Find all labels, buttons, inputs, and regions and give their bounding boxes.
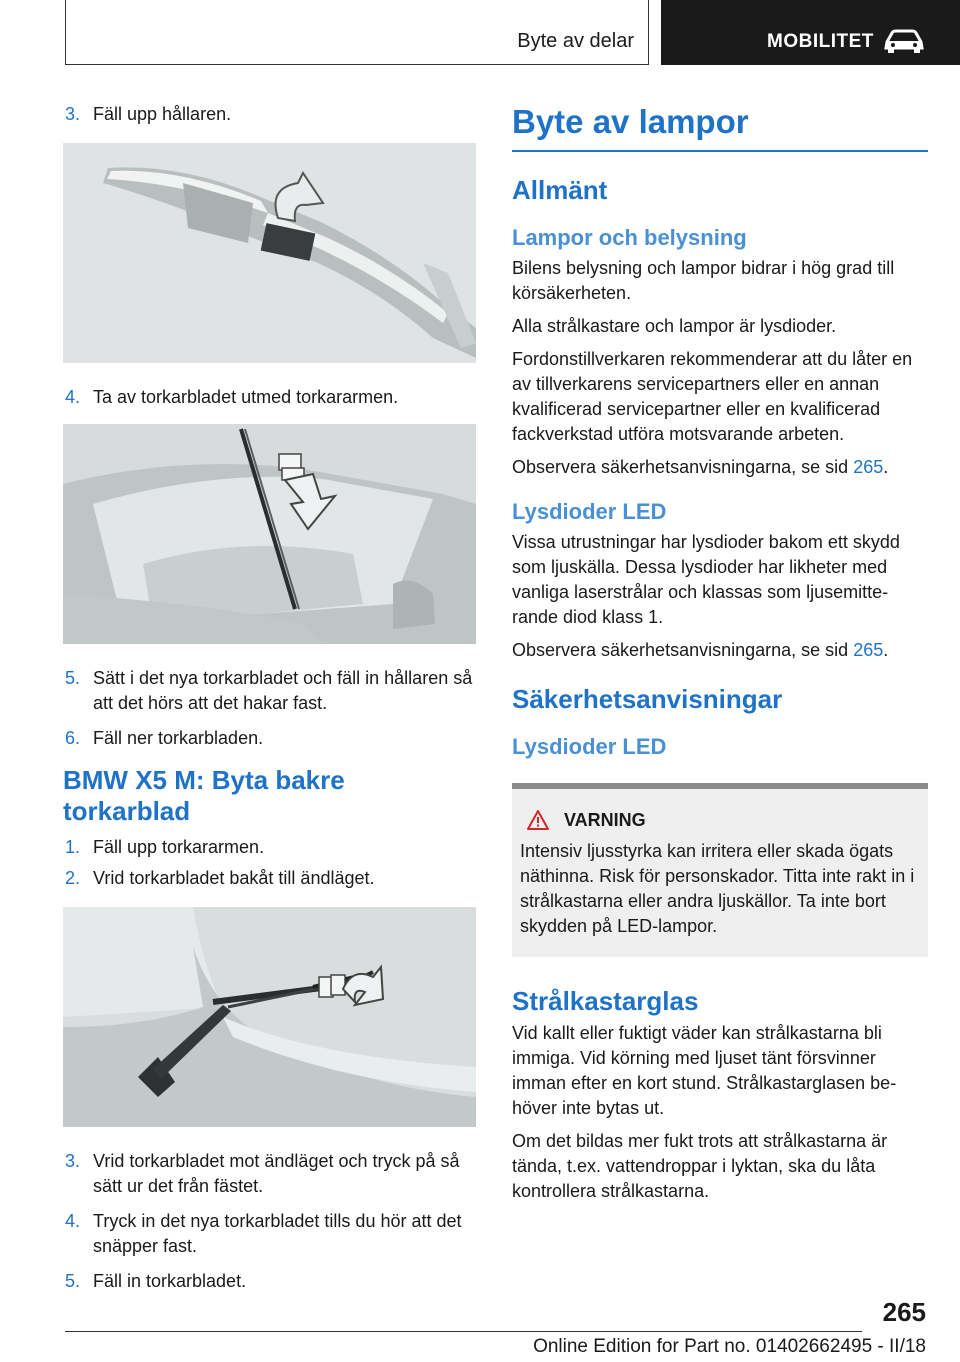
header-chapter-title: MOBILITET: [767, 31, 874, 52]
step-number: 5.: [65, 668, 81, 688]
step-text: Fäll upp torkararmen.: [93, 837, 265, 857]
step-item: [63, 726, 476, 751]
header-chapter-tab: [661, 0, 960, 65]
step-text: Fäll in torkarbladet.: [93, 1271, 247, 1291]
step-number: 4.: [65, 387, 81, 407]
step-text: Ta av torkarbladet utmed torkararmen.: [93, 387, 399, 407]
safety-subheading: Lysdioder LED: [512, 734, 667, 759]
step-number: 5.: [65, 1271, 81, 1291]
warning-label: VARNING: [564, 809, 646, 830]
step-text: Sätt i det nya torkarbladet och fäll in hållaren så att det hörs att det hakar fast.: [93, 668, 473, 713]
warning-header: [520, 809, 920, 831]
footer-divider: [65, 1331, 862, 1332]
step-item: [63, 1149, 476, 1199]
step-item: [63, 1269, 476, 1294]
step-text: Vrid torkarbladet bakåt till ändläget.: [93, 868, 375, 888]
led-reference: [512, 638, 928, 663]
glass-paragraph: Om det bildas mer fukt trots att strålkastarna är tända, t.ex. vattendroppar i lyktan, ska du låta kontrollera strålkastarna.: [512, 1131, 888, 1201]
glass-heading: Strålkastarglas: [512, 986, 699, 1016]
lamps-heading: Lampor och belysning: [512, 225, 747, 250]
header-section-box: [65, 0, 649, 65]
figure-wiper-holder: [63, 143, 476, 363]
step-number: 6.: [65, 728, 81, 748]
front-wiper-illustration: [63, 424, 476, 644]
step-number: 1.: [65, 837, 81, 857]
step-number: 4.: [65, 1211, 81, 1231]
step-text: Fäll upp hållaren.: [93, 104, 232, 124]
wiper-holder-illustration: [63, 143, 476, 363]
step-number: 3.: [65, 1151, 81, 1171]
edition-note: Online Edition for Part no. 01402662495 - II/18: [533, 1336, 926, 1357]
step-text: Vrid torkarbladet mot ändläget och tryck på så sätt ur det från fästet.: [93, 1151, 460, 1196]
reference-suffix: .: [883, 640, 889, 660]
step-item: [63, 866, 476, 891]
rear-wiper-heading: BMW X5 M: Byta bakre torkarblad: [63, 765, 345, 826]
header-section-title: Byte av delar: [517, 30, 634, 52]
lamps-paragraph: Fordonstillverkaren rekommenderar att du låter en av tillverkarens servicepartners eller en annan kvalificerad servicepartner eller en kvalificerad fackverkstad utföra motsvarande arbeten.: [512, 349, 913, 444]
page-link[interactable]: 265: [853, 457, 884, 477]
reference-suffix: .: [883, 457, 889, 477]
right-column: [512, 102, 928, 1212]
figure-front-wiper: [63, 424, 476, 644]
rear-wiper-illustration: [63, 907, 476, 1127]
step-number: 3.: [65, 104, 81, 124]
step-item: [63, 102, 476, 127]
step-item: [63, 1209, 476, 1259]
page-number: 265: [882, 1297, 926, 1327]
glass-paragraph: Vid kallt eller fuktigt väder kan strålkastarna bli immiga. Vid körning med ljuset tänt försvinner imman efter en kort stund. Strålkastarglasen behöver inte bytas ut.: [512, 1023, 897, 1118]
page-link[interactable]: 265: [853, 640, 884, 660]
reference-text: Observera säkerhetsanvisningarna, se sid: [512, 640, 854, 660]
lamps-paragraph: Bilens belysning och lampor bidrar i hög grad till körsäkerheten.: [512, 258, 895, 303]
step-item: [63, 835, 476, 860]
step-item: [63, 385, 476, 410]
warning-triangle-icon: [526, 809, 550, 831]
led-paragraph: Vissa utrustningar har lysdioder bakom ett skydd som ljuskälla. Dessa lysdioder har likheter med vanliga laserstrålar och klassas som ljusemitterande diod klass 1.: [512, 532, 900, 627]
car-icon: [883, 28, 925, 54]
left-column: [63, 102, 476, 1304]
step-item: [63, 666, 476, 716]
general-heading: Allmänt: [512, 175, 608, 205]
step-text: Fäll ner torkarbladen.: [93, 728, 264, 748]
lamps-paragraph: Alla strålkastare och lampor är lysdioder.: [512, 316, 837, 336]
warning-box: [512, 783, 928, 957]
chapter-heading: Byte av lampor: [512, 102, 928, 152]
lamps-reference: [512, 455, 928, 480]
reference-text: Observera säkerhetsanvisningarna, se sid: [512, 457, 854, 477]
warning-text: Intensiv ljusstyrka kan irritera eller skada ögats näthinna. Risk för personskador. Titta inte rakt in i strålkastarna eller andra ljuskällor. Ta inte bort skydden på LED-lampor.: [520, 841, 915, 936]
step-text: Tryck in det nya torkarbladet tills du hör att det snäpper fast.: [93, 1211, 462, 1256]
led-heading: Lysdioder LED: [512, 499, 667, 524]
step-number: 2.: [65, 868, 81, 888]
safety-heading: Säkerhetsanvisningar: [512, 684, 783, 714]
figure-rear-wiper: [63, 907, 476, 1127]
